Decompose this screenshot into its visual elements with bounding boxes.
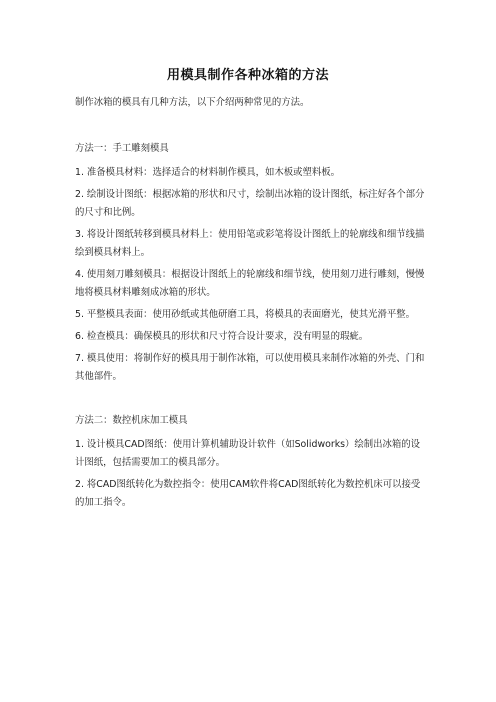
method-two-step: 1. 设计模具CAD图纸：使用计算机辅助设计软件（如Solidworks）绘制出冰箱的设计图纸，包括需要加工的模具部分。 [75, 439, 421, 468]
method-two-heading: 方法二：数控机床加工模具 [75, 415, 188, 426]
document-title: 用模具制作各种冰箱的方法 [166, 68, 329, 83]
method-one-step: 7. 模具使用：将制作好的模具用于制作冰箱，可以使用模具来制作冰箱的外壳、门和其他部件。 [75, 353, 425, 382]
method-one-step: 3. 将设计图纸转移到模具材料上：使用铅笔或彩笔将设计图纸上的轮廓线和细节线描绘到模具材料上。 [75, 229, 425, 258]
method-one-step: 6. 检查模具：确保模具的形状和尺寸符合设计要求，没有明显的瑕疵。 [75, 331, 369, 342]
method-one-step: 5. 平整模具表面：使用砂纸或其他研磨工具，将模具的表面磨光，使其光滑平整。 [75, 309, 416, 320]
method-one-heading: 方法一：手工雕刻模具 [75, 143, 169, 154]
document-body [75, 94, 425, 516]
method-one-step: 4. 使用刻刀雕刻模具：根据设计图纸上的轮廓线和细节线，使用刻刀进行雕刻，慢慢地将模具材料雕刻成冰箱的形状。 [75, 269, 425, 298]
method-one-step: 2. 绘制设计图纸：根据冰箱的形状和尺寸，绘制出冰箱的设计图纸，标注好各个部分的尺寸和比例。 [75, 189, 425, 218]
method-one-step: 1. 准备模具材料：选择适合的材料制作模具，如木板或塑料板。 [75, 167, 341, 178]
method-two-step: 2. 将CAD图纸转化为数控指令：使用CAM软件将CAD图纸转化为数控机床可以接受的加工指令。 [75, 479, 421, 508]
intro-paragraph: 制作冰箱的模具有几种方法，以下介绍两种常见的方法。 [75, 97, 310, 108]
